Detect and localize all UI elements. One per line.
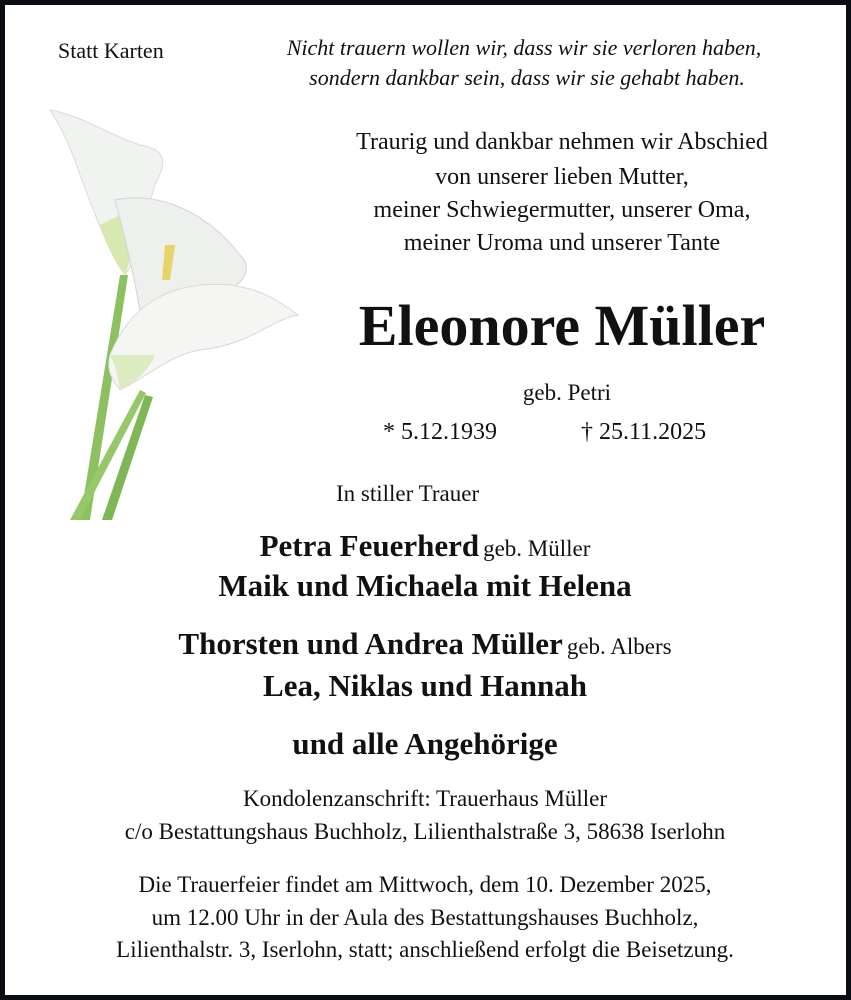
intro-line-2: von unserer lieben Mutter,	[435, 164, 689, 190]
mourner-line-2: Maik und Michaela mit Helena	[218, 568, 632, 603]
mourner-name: Petra Feuerherd	[259, 528, 480, 563]
mourner-maiden: geb. Albers	[566, 634, 672, 659]
intro-line-1: Traurig und dankbar nehmen wir Abschied	[356, 129, 768, 155]
address-line-1: Kondolenzanschrift: Trauerhaus Müller	[242, 786, 608, 811]
quote-line-2: sondern dankbar sein, dass wir sie gehabt haben.	[309, 65, 745, 90]
intro-line-3: meiner Schwiegermutter, unserer Oma,	[373, 197, 751, 223]
intro-line-4: meiner Uroma und unserer Tante	[403, 230, 721, 256]
mourner-line-5: und alle Angehörige	[292, 726, 558, 761]
ceremony-line-3: Lilienthalstr. 3, Iserlohn, statt; anschließend erfolgt die Beisetzung.	[116, 937, 734, 962]
ceremony-line-2: um 12.00 Uhr in der Aula des Bestattungshauses Buchholz,	[151, 905, 699, 930]
statt-karten: Statt Karten	[58, 38, 164, 63]
mourner-line-1	[260, 530, 591, 561]
mourner-maiden: geb. Müller	[483, 536, 591, 561]
mourner-line-4: Lea, Niklas und Hannah	[263, 668, 587, 703]
mourners-intro: In stiller Trauer	[336, 481, 480, 506]
death-date: † 25.11.2025	[581, 419, 707, 445]
deceased-name: Eleonore Müller	[358, 293, 766, 358]
mourner-name: Thorsten und Andrea Müller	[178, 626, 563, 661]
address-line-2: c/o Bestattungshaus Buchholz, Lilienthalstraße 3, 58638 Iserlohn	[124, 819, 726, 844]
ceremony-line-1: Die Trauerfeier findet am Mittwoch, dem 10. Dezember 2025,	[138, 872, 712, 897]
birth-date: * 5.12.1939	[383, 419, 497, 445]
quote-line-1: Nicht trauern wollen wir, dass wir sie verloren haben,	[286, 35, 762, 60]
maiden-name: geb. Petri	[522, 380, 612, 405]
mourner-line-3	[178, 628, 671, 659]
calla-lily-image	[40, 105, 310, 525]
